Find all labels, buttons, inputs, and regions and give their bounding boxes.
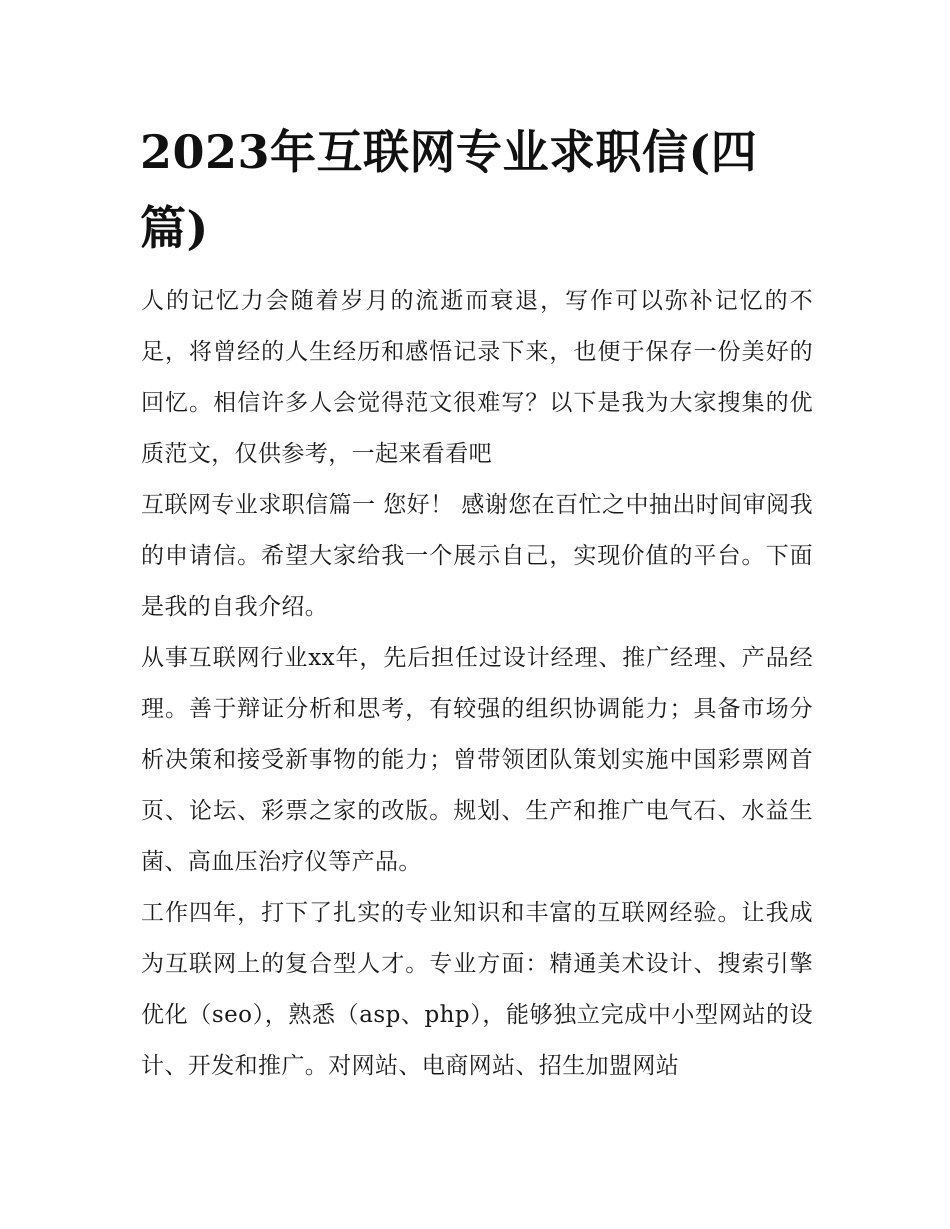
- document-title: 2023年互联网专业求职信(四篇): [140, 125, 758, 255]
- paragraph-greeting: 互联网专业求职信篇一 您好！ 感谢您在百忙之中抽出时间审阅我的申请信。希望大家给我一个展示自己，实现价值的平台。下面是我的自我介绍。: [141, 492, 813, 620]
- paragraph-intro: 人的记忆力会随着岁月的流逝而衰退，写作可以弥补记忆的不足，将曾经的人生经历和感悟记录下来，也便于保存一份美好的回忆。相信许多人会觉得范文很难写？以下是我为大家搜集的优质范文，仅供参考，一起来看看吧: [141, 288, 813, 467]
- document-body: [141, 276, 813, 1092]
- paragraph-experience: 从事互联网行业xx年，先后担任过设计经理、推广经理、产品经理。善于辩证分析和思考，有较强的组织协调能力；具备市场分析决策和接受新事物的能力；曾带领团队策划实施中国彩票网首页、论坛、彩票之家的改版。规划、生产和推广电气石、水益生菌、高血压治疗仪等产品。: [141, 645, 813, 875]
- paragraph-skills: 工作四年，打下了扎实的专业知识和丰富的互联网经验。让我成为互联网上的复合型人才。专业方面：精通美术设计、搜索引擎优化（seo），熟悉（asp、php），能够独立完成中小型网站的设计、开发和推广。对网站、电商网站、招生加盟网站: [141, 900, 813, 1079]
